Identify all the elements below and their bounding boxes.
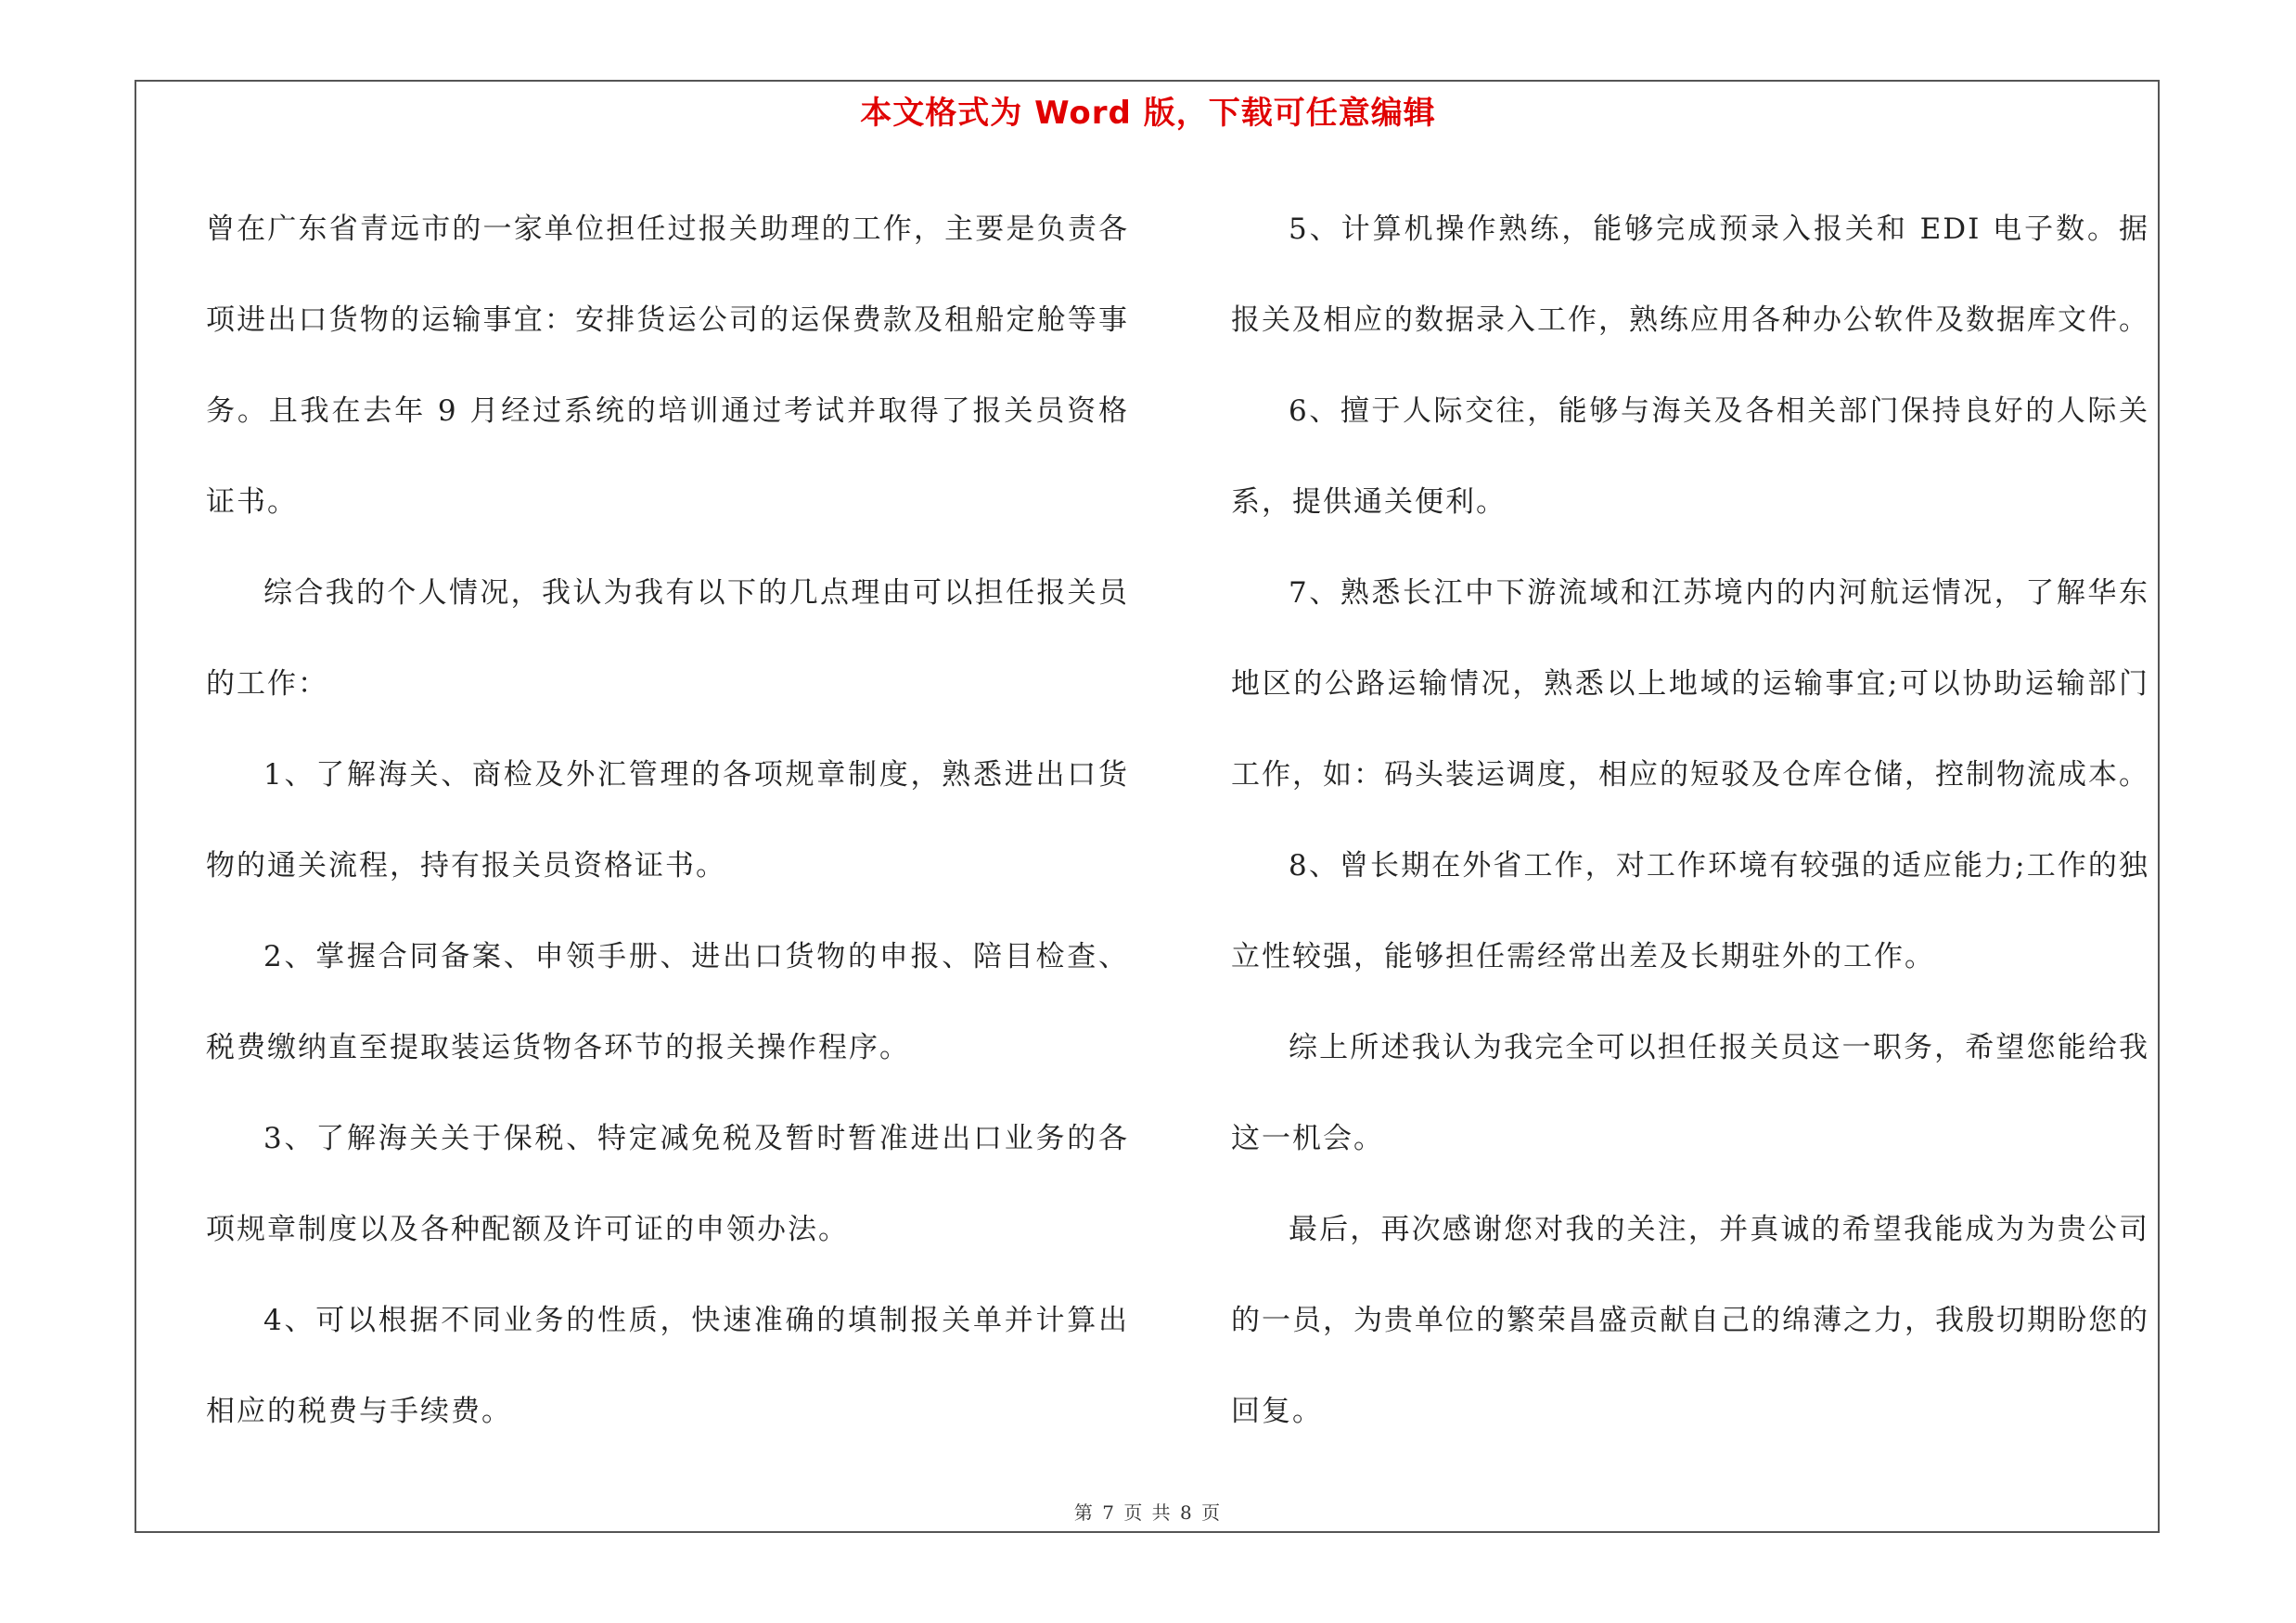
right-text-column <box>1231 184 2149 1457</box>
paragraph-summary-intro: 综合我的个人情况，我认为我有以下的几点理由可以担任报关员的工作： <box>206 576 1129 701</box>
page-number-footer: 第 7 页 共 8 页 <box>1073 1501 1223 1524</box>
paragraph-point-8: 8、曾长期在外省工作，对工作环境有较强的适应能力;工作的独立性较强，能够担任需经常出差及长期驻外的工作。 <box>1231 849 2149 973</box>
left-text-column <box>206 184 1129 1457</box>
format-notice-banner: 本文格式为 Word 版，下载可任意编辑 <box>860 95 1436 132</box>
paragraph-conclusion: 综上所述我认为我完全可以担任报关员这一职务，希望您能给我这一机会。 <box>1231 1031 2149 1155</box>
paragraph-point-1: 1、了解海关、商检及外汇管理的各项规章制度，熟悉进出口货物的通关流程，持有报关员资格证书。 <box>206 758 1129 882</box>
paragraph-point-2: 2、掌握合同备案、申领手册、进出口货物的申报、陪目检查、税费缴纳直至提取装运货物各环节的报关操作程序。 <box>206 940 1129 1064</box>
paragraph-point-3: 3、了解海关关于保税、特定减免税及暂时暂准进出口业务的各项规章制度以及各种配额及许可证的申领办法。 <box>206 1122 1129 1246</box>
paragraph-point-7: 7、熟悉长江中下游流域和江苏境内的内河航运情况，了解华东地区的公路运输情况，熟悉以上地域的运输事宜;可以协助运输部门工作，如：码头装运调度，相应的短驳及仓库仓储，控制物流成本。 <box>1231 576 2149 792</box>
paragraph-closing: 最后，再次感谢您对我的关注，并真诚的希望我能成为为贵公司的一员，为贵单位的繁荣昌盛贡献自己的绵薄之力，我殷切期盼您的回复。 <box>1231 1213 2149 1428</box>
paragraph-point-4: 4、可以根据不同业务的性质，快速准确的填制报关单并计算出相应的税费与手续费。 <box>206 1304 1129 1428</box>
paragraph-point-6: 6、擅于人际交往，能够与海关及各相关部门保持良好的人际关系，提供通关便利。 <box>1231 394 2149 519</box>
paragraph-work-experience: 曾在广东省青远市的一家单位担任过报关助理的工作，主要是负责各项进出口货物的运输事宜：安排货运公司的运保费款及租船定舱等事务。且我在去年 9 月经过系统的培训通过考试并取得了报关员资格证书。 <box>206 213 1129 519</box>
paragraph-point-5: 5、计算机操作熟练，能够完成预录入报关和 EDI 电子数。据报关及相应的数据录入工作，熟练应用各种办公软件及数据库文件。 <box>1231 213 2149 337</box>
